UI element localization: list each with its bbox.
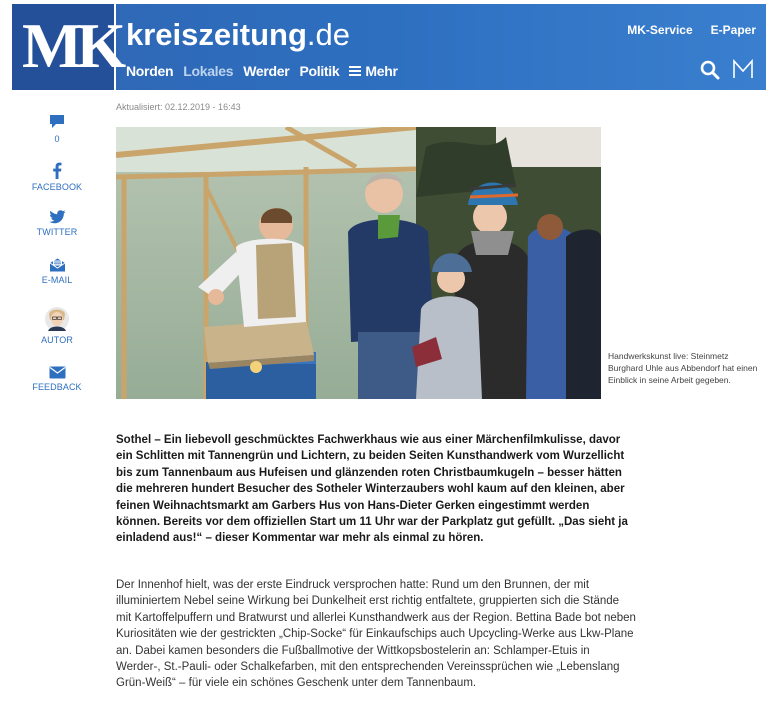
email-icon xyxy=(49,258,66,272)
email-label: E-MAIL xyxy=(41,275,73,285)
nav-item-lokales[interactable]: Lokales xyxy=(183,63,234,79)
photo-illustration xyxy=(116,127,601,399)
nav-item-werder[interactable]: Werder xyxy=(243,63,290,79)
feedback-icon xyxy=(49,366,66,379)
comment-icon xyxy=(49,114,65,129)
facebook-share-button[interactable] xyxy=(22,162,92,192)
logo-text: MK xyxy=(22,10,121,81)
photo-caption: Handwerkskunst live: Steinmetz Burghard Uhle aus Abbendorf hat einen Einblick in seine Arbeit gegeben. xyxy=(608,351,758,385)
e-paper-link[interactable]: E-Paper xyxy=(710,23,756,37)
author-button[interactable] xyxy=(22,306,92,345)
comments-button[interactable] xyxy=(22,114,92,144)
facebook-label: FACEBOOK xyxy=(31,182,83,192)
site-name-main: kreiszeitung xyxy=(126,17,307,52)
search-icon[interactable] xyxy=(700,60,720,80)
author-label: AUTOR xyxy=(41,335,73,345)
top-links xyxy=(627,23,756,37)
site-header xyxy=(12,4,766,90)
menu-icon xyxy=(349,66,361,76)
nav-item-mehr[interactable] xyxy=(349,62,397,80)
comments-count: 0 xyxy=(54,134,60,144)
nav-item-norden[interactable]: Norden xyxy=(126,63,174,79)
feedback-label: FEEDBACK xyxy=(32,382,82,392)
feedback-button[interactable] xyxy=(22,366,92,392)
mk-service-link[interactable]: MK-Service xyxy=(627,23,693,37)
main-nav xyxy=(126,62,398,80)
email-share-button[interactable] xyxy=(22,258,92,285)
site-name[interactable] xyxy=(126,18,350,52)
twitter-label: TWITTER xyxy=(36,227,78,237)
updated-timestamp: Aktualisiert: 02.12.2019 - 16:43 xyxy=(116,102,241,112)
logo[interactable] xyxy=(12,4,121,90)
m-logo-icon[interactable] xyxy=(732,58,754,80)
article-photo[interactable] xyxy=(116,127,601,399)
nav-item-mehr-label: Mehr xyxy=(365,63,398,79)
article-body: Der Innenhof hielt, was der erste Eindruck versprochen hatte: Rund um den Brunnen, der mit illuminiertem Nebel seine Wirkung bei Dunkelheit erst richtig entfaltete, gruppierten sich die Stände mit Kartoffelpuffern und Bratwurst und allerlei Kunsthandwerk aus der Region. Bettina Bade bot neben Kuriositäten wie der gestrickten „Chip-Socke“ für Einkaufschips auch Upcycling-Werke aus Lkw-Plane an. Dabei kamen besonders die Fußballmotive der Wittkopsbostelerin an: Schlamper-Etuis in Werder-, St.-Pauli- oder Schalkefarben, mit den entsprechenden Vereinssprüchen wie „Lebenslang Grün-Weiß“ – für viele ein schönes Geschenk unter dem Tannenbaum. xyxy=(116,579,636,690)
twitter-icon xyxy=(49,210,66,224)
article-lead: Sothel – Ein liebevoll geschmücktes Fachwerkhaus wie aus einer Märchenfilmkulisse, davor ein Schlitten mit Tannengrün und Lichtern, zu beiden Seiten Kunsthandwerk vom Wurzellicht bis zum Tannenbaum aus Hufeisen und glänzenden roten Christbaumkugeln – besser hätten die mehreren hundert Besucher des Sotheler Winterzaubers wohl kaum auf den kleinen, aber feinen Weihnachtsmarkt am Garbers Hus von Hans-Dieter Gerken eingestimmt werden können. Bereits vor dem offiziellen Start um 11 Uhr war der Parkplatz gut gefüllt. „Das sieht ja einladend aus!“ – dieser Kommentar war mehr als einmal zu hören. xyxy=(116,434,628,545)
author-avatar xyxy=(45,306,69,332)
facebook-icon xyxy=(52,162,62,179)
nav-item-politik[interactable]: Politik xyxy=(299,63,340,79)
twitter-share-button[interactable] xyxy=(22,210,92,237)
site-name-tld: .de xyxy=(306,17,350,52)
